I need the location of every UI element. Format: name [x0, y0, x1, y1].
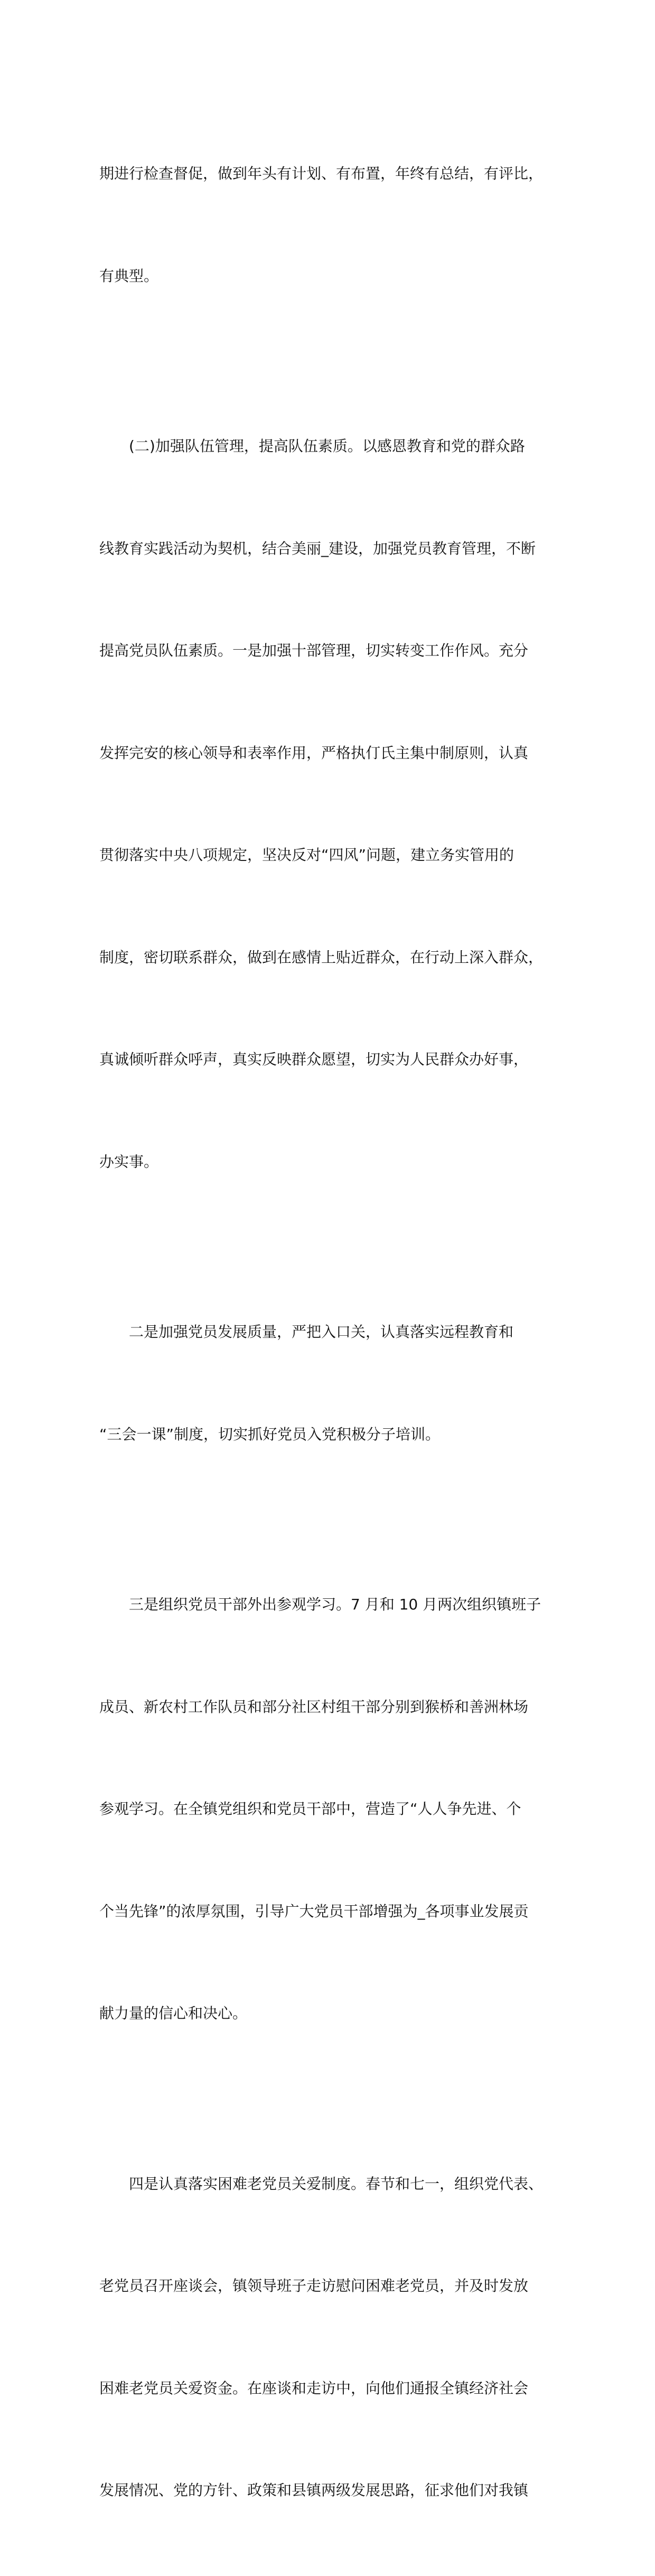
- text-line: 制度，密切联系群众，做到在感情上贴近群众，在行动上深入群众，: [99, 948, 544, 966]
- text-line: 有典型。: [99, 267, 159, 285]
- text-line: 成员、新农村工作队员和部分社区村组干部分别到猴桥和善洲林场: [99, 1698, 529, 1716]
- paragraph-3: [99, 1247, 564, 1520]
- text-line: 困难老党员关爱资金。在座谈和走访中，向他们通报全镇经济社会: [99, 2379, 529, 2397]
- text-line: 献力量的信心和决心。: [99, 2004, 248, 2022]
- text-line: 期进行检查督促，做到年头有计划、有布置，年终有总结，有评比，: [99, 165, 544, 182]
- paragraph-4: [99, 1520, 564, 2099]
- paragraph-1: [99, 89, 564, 361]
- text-line: 老党员召开座谈会，镇领导班子走访慰问困难老党员，并及时发放: [99, 2277, 529, 2294]
- text-line: 办实事。: [99, 1153, 159, 1170]
- paragraph-5: [99, 2099, 564, 2576]
- text-line: 线教育实践活动为契机，结合美丽_建设，加强党员教育管理，不断: [99, 539, 536, 557]
- text-line: 真诚倾听群众呼声，真实反映群众愿望，切实为人民群众办好事，: [99, 1051, 529, 1068]
- text-line: 个当先锋”的浓厚氛围，引导广大党员干部增强为_各项事业发展贡: [99, 1902, 529, 1920]
- text-line: 发挥完安的核心领导和表率作用，严格执仃氏主集中制原则，认真: [99, 744, 529, 762]
- text-line: 四是认真落实困难老党员关爱制度。春节和七一，组织党代表、: [99, 2175, 544, 2193]
- paragraph-2: [99, 361, 564, 1247]
- text-line: 参观学习。在全镇党组织和党员干部中，营造了“人人争先进、个: [99, 1800, 521, 1818]
- text-line: 发展情况、党的方针、政策和县镇两级发展思路，征求他们对我镇: [99, 2481, 529, 2499]
- text-line: 二是加强党员发展质量，严把入口关，认真落实远程教育和: [99, 1323, 514, 1341]
- text-line: (二)加强队伍管理，提高队伍素质。以感恩教育和党的群众路: [99, 437, 525, 455]
- text-line: 提高党员队伍素质。一是加强十部管理，切实转变工作作风。充分: [99, 642, 529, 659]
- text-line: 三是组织党员干部外出参观学习。7 月和 10 月两次组织镇班子: [99, 1596, 541, 1613]
- document-body: [99, 89, 564, 2576]
- text-line: “三会一课”制度，切实抓好党员入党积极分子培训。: [99, 1425, 441, 1443]
- text-line: 贯彻落实中央八项规定，坚决反对“四风”问题，建立务实管用的: [99, 846, 514, 864]
